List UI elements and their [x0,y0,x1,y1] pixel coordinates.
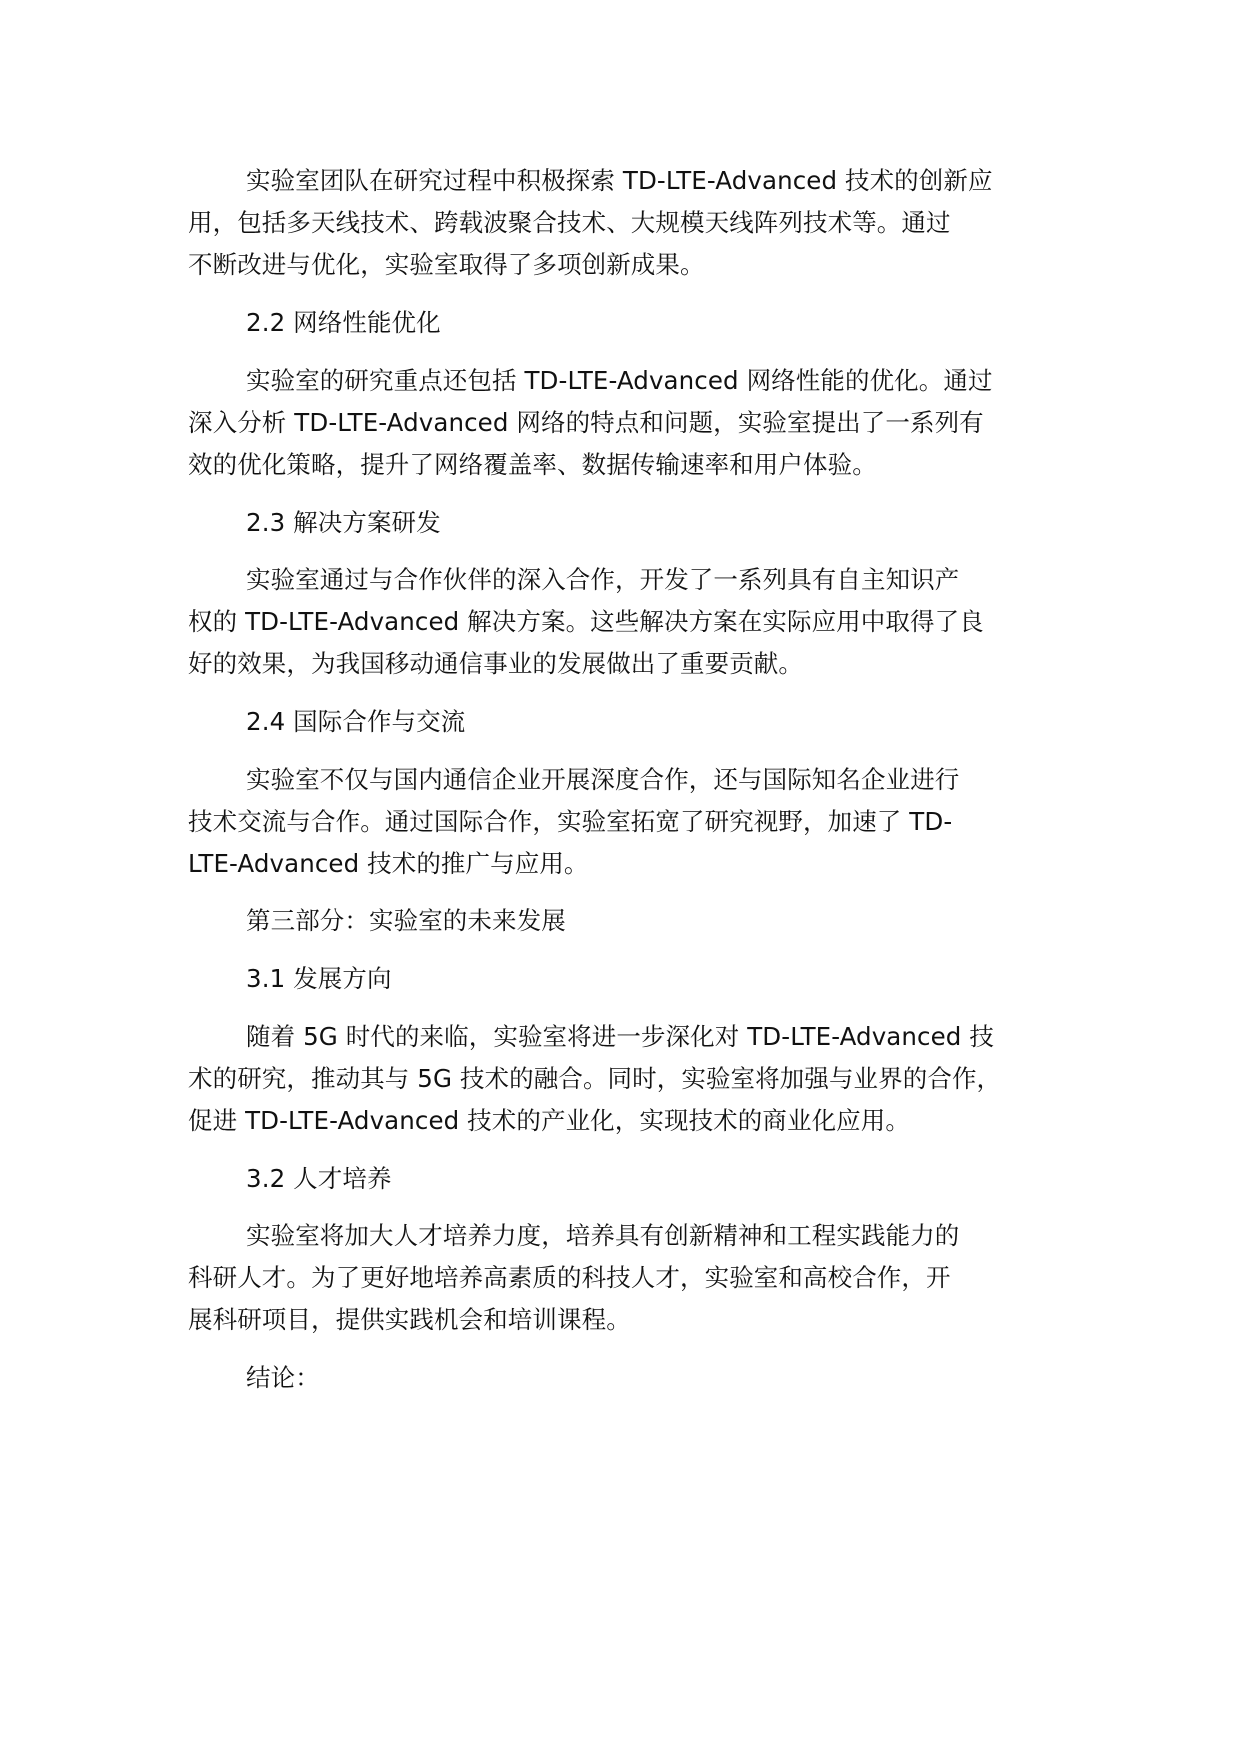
paragraph-line: 展科研项目，提供实践机会和培训课程。 [188,1305,631,1334]
paragraph-line: 促进 TD-LTE-Advanced 技术的产业化，实现技术的商业化应用。 [188,1106,910,1135]
paragraph-line: 实验室将加大人才培养力度，培养具有创新精神和工程实践能力的 [246,1221,960,1250]
paragraph-line: 实验室的研究重点还包括 TD-LTE-Advanced 网络性能的优化。通过 [246,366,993,395]
paragraph-line: 随着 5G 时代的来临，实验室将进一步深化对 TD-LTE-Advanced 技 [246,1022,994,1051]
paragraph-line: 术的研究，推动其与 5G 技术的融合。同时，实验室将加强与业界的合作， [188,1064,1002,1093]
paragraph-line: 实验室不仅与国内通信企业开展深度合作，还与国际知名企业进行 [246,765,960,794]
section-heading: 2.2 网络性能优化 [246,308,441,337]
paragraph-line: 实验室团队在研究过程中积极探索 TD-LTE-Advanced 技术的创新应 [246,166,993,195]
paragraph-line: 用，包括多天线技术、跨载波聚合技术、大规模天线阵列技术等。通过 [188,208,951,237]
paragraph-line: 实验室通过与合作伙伴的深入合作，开发了一系列具有自主知识产 [246,565,960,594]
paragraph-line: 科研人才。为了更好地培养高素质的科技人才，实验室和高校合作，开 [188,1263,951,1292]
section-heading: 2.3 解决方案研发 [246,508,441,537]
paragraph-line: 效的优化策略，提升了网络覆盖率、数据传输速率和用户体验。 [188,450,877,479]
paragraph-line: LTE-Advanced 技术的推广与应用。 [188,849,589,878]
paragraph-line: 好的效果，为我国移动通信事业的发展做出了重要贡献。 [188,649,803,678]
section-heading: 2.4 国际合作与交流 [246,707,466,736]
paragraph-line: 不断改进与优化，实验室取得了多项创新成果。 [188,250,705,279]
conclusion-heading: 结论： [246,1363,320,1392]
paragraph-line: 深入分析 TD-LTE-Advanced 网络的特点和问题，实验室提出了一系列有 [188,408,984,437]
section-heading: 3.2 人才培养 [246,1164,392,1193]
paragraph-line: 权的 TD-LTE-Advanced 解决方案。这些解决方案在实际应用中取得了良 [188,607,984,636]
part-heading: 第三部分：实验室的未来发展 [246,906,566,935]
section-heading: 3.1 发展方向 [246,964,392,993]
paragraph-line: 技术交流与合作。通过国际合作，实验室拓宽了研究视野，加速了 TD- [188,807,953,836]
